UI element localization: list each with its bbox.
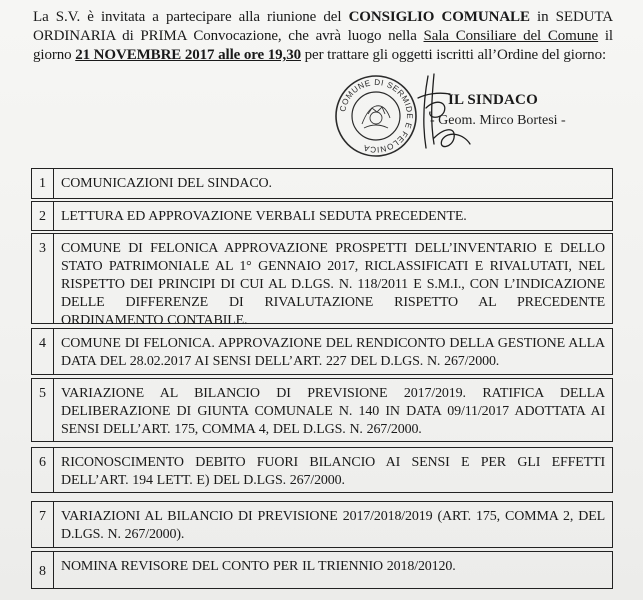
agenda-item-number: 7 [32,502,54,547]
agenda-item-text: LETTURA ED APPROVAZIONE VERBALI SEDUTA PRECEDENTE. [61,209,467,224]
agenda-item-text: VARIAZIONI AL BILANCIO DI PREVISIONE 2017/2018/2019 (ART. 175, COMMA 2, DEL D.LGS. N. 267/2000). [61,509,605,542]
agenda-row [31,233,613,328]
agenda-item-text: COMUNE DI FELONICA. APPROVAZIONE DEL RENDICONTO DELLA GESTIONE ALLA DATA DEL 28.02.2017 AI SENSI DELL’ART. 227 DEL D.LGS. N. 267/2000. [61,336,605,369]
intro-text-2: in SEDUTA ORDINARIA di PRIMA Convocazione, che avrà luogo nella [33,9,613,44]
agenda-item-text: VARIAZIONE AL BILANCIO DI PREVISIONE 2017/2019. RATIFICA DELLA DELIBERAZIONE DI GIUNTA COMUNALE N. 140 IN DATA 09/11/2017 ADOTTATA AI SENSI DELL’ART. 175, COMMA 4, DEL D.LGS. N. 267/2000. [61,386,605,437]
agenda-item-number: 2 [32,202,54,230]
agenda-item-number: 8 [32,552,54,588]
meeting-place: Sala Consiliare del Comune [423,28,599,44]
agenda-item-number: 5 [32,379,54,441]
agenda-row [31,168,613,199]
agenda-row [31,378,613,442]
signer-title: IL SINDACO [448,92,538,108]
municipal-seal-stamp [334,74,418,158]
signer-name: - Geom. Mirco Bortesi - [430,113,566,128]
agenda-item-number: 6 [32,448,54,492]
agenda-item-text: COMUNICAZIONI DEL SINDACO. [61,176,272,191]
agenda-item-text: COMUNE DI FELONICA APPROVAZIONE PROSPETTI DELL’INVENTARIO E DELLO STATO PATRIMONIALE AL 1° GENNAIO 2017, RICLASSIFICATI E RIVALUTATI, NEL RISPETTO DEI PRINCIPI DI CUI AL D.LGS. N. 118/2011 E S.M.I., CON L’INDICAZIONE DELLE DIFFERENZE DI RIVALUTAZIONE RISPETTO AL PRECEDENTE ORDINAMENTO CONTABILE. [61,241,605,328]
svg-text:COMUNE DI SERMIDE E FELONICA: COMUNE DI SERMIDE E FELONICA [338,77,415,155]
agenda-row [31,551,613,589]
agenda-item-number: 3 [32,234,54,323]
agenda-item-text: NOMINA REVISORE DEL CONTO PER IL TRIENNIO 2018/20120. [61,559,456,574]
agenda-row [31,447,613,493]
convocation-paragraph [33,8,613,65]
council-name: CONSIGLIO COMUNALE [348,9,530,25]
intro-text-4: per trattare gli oggetti iscritti all’Ordine del giorno: [301,47,607,63]
agenda-row [31,201,613,231]
agenda-item-number: 1 [32,169,54,198]
intro-text-3: il giorno [33,28,613,63]
agenda-row [31,328,613,375]
intro-text-1: La S.V. è invitata a partecipare alla riunione del [33,9,349,25]
agenda-row [31,501,613,548]
agenda-item-number: 4 [32,329,54,374]
agenda-item-text: RICONOSCIMENTO DEBITO FUORI BILANCIO AI SENSI E PER GLI EFFETTI DELL’ART. 194 LETT. E) DEL D.LGS. 267/2000. [61,455,605,488]
meeting-datetime: 21 NOVEMBRE 2017 alle ore 19,30 [75,47,301,63]
